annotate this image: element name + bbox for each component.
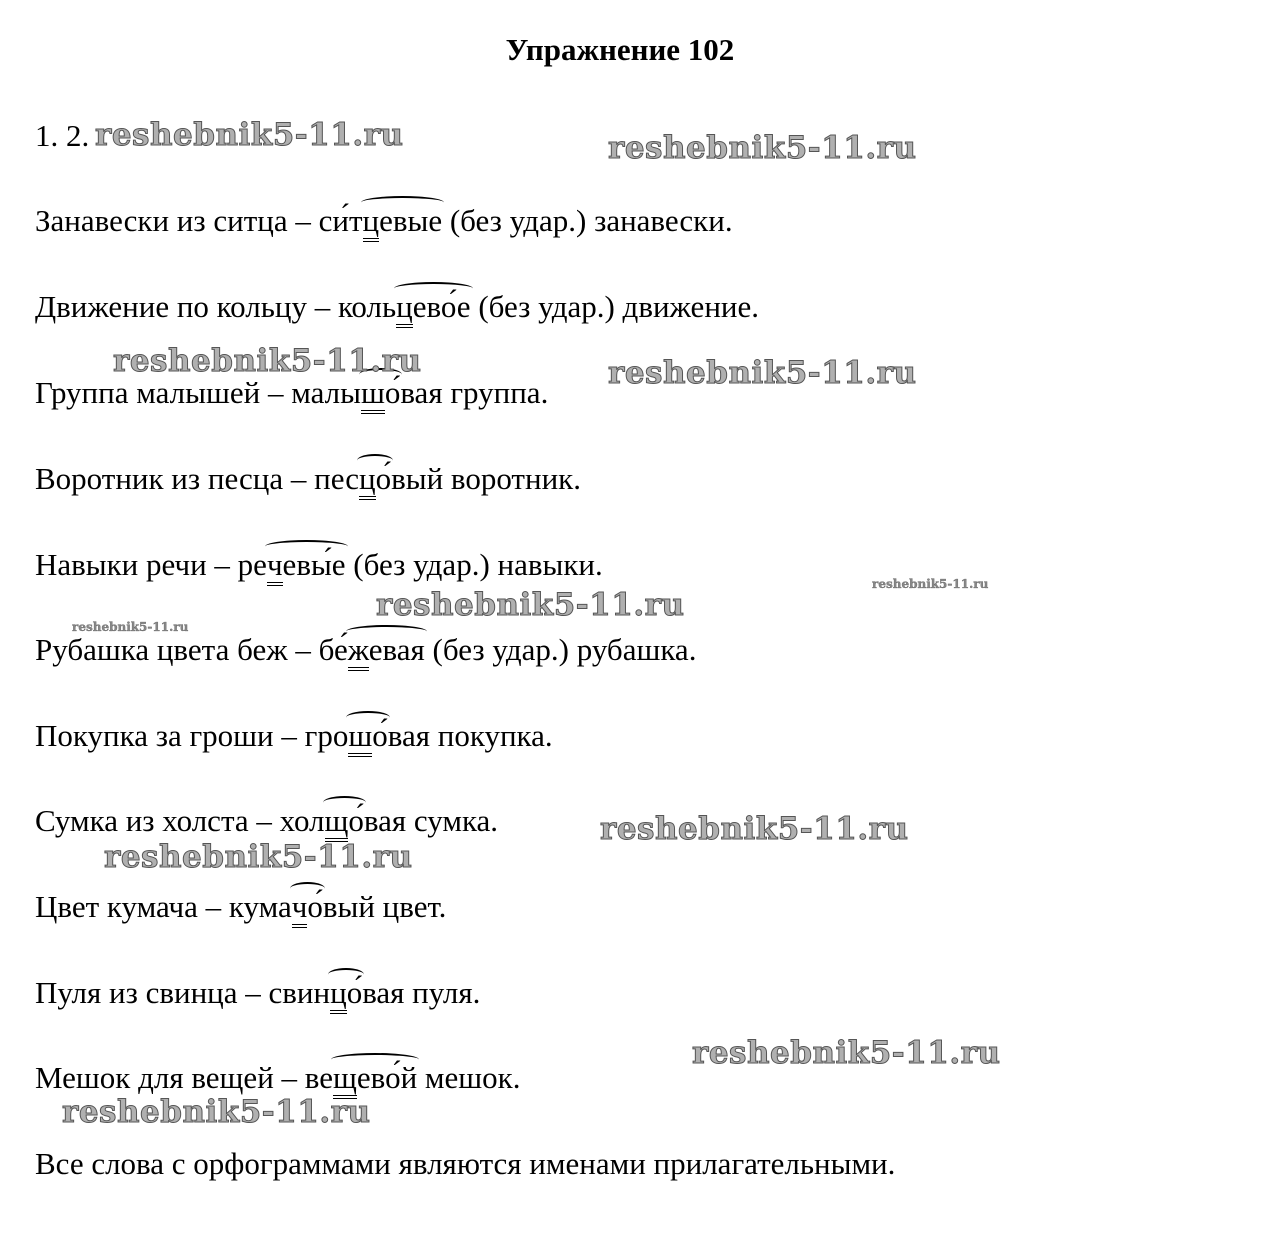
line-text: (без удар.) занавески. bbox=[442, 203, 733, 238]
watermark: reshebnik5-11.ru bbox=[72, 620, 189, 634]
watermark: reshebnik5-11.ru bbox=[872, 577, 989, 591]
answer-line bbox=[35, 547, 603, 583]
orthogram-letter: ц bbox=[396, 289, 413, 328]
line-text: Группа малышей – малы bbox=[35, 375, 361, 410]
orthogram-letter: щ bbox=[325, 803, 349, 842]
orthogram-letter: щ bbox=[333, 1060, 357, 1099]
answer-line bbox=[35, 375, 548, 411]
vowel-letter: е bbox=[368, 632, 383, 667]
ending-mark bbox=[292, 889, 323, 925]
line-text: (без удар.) навыки. bbox=[345, 547, 603, 582]
watermark: reshebnik5-11.ru bbox=[600, 811, 909, 847]
line-text: Воротник из песца – пес bbox=[35, 461, 360, 496]
ending-mark bbox=[348, 632, 425, 668]
line-text: Сумка из холста – хол bbox=[35, 803, 325, 838]
orthogram-letter: ч bbox=[267, 547, 283, 586]
ending-rest: вая bbox=[382, 632, 425, 667]
ending-rest: вы́е bbox=[296, 547, 346, 582]
ending-mark bbox=[330, 975, 362, 1011]
exercise-title: Упражнение 102 bbox=[505, 32, 735, 67]
orthogram-letter: ц bbox=[330, 975, 347, 1014]
vowel-letter: о́ bbox=[372, 718, 388, 753]
line-text: Движение по кольцу – коль bbox=[35, 289, 397, 324]
line-text: вая покупка. bbox=[387, 718, 553, 753]
watermark: reshebnik5-11.ru bbox=[608, 130, 917, 166]
answer-line bbox=[35, 975, 480, 1011]
line-text: вый воротник. bbox=[391, 461, 581, 496]
orthogram-letter: ж bbox=[348, 632, 369, 671]
orthogram-letter: ц bbox=[363, 203, 380, 242]
ending-mark bbox=[267, 547, 346, 583]
intro-numbers: 1. 2. bbox=[35, 118, 90, 153]
answer-line bbox=[35, 632, 696, 668]
answer-line bbox=[35, 203, 733, 239]
orthogram-letter: ц bbox=[359, 461, 376, 500]
vowel-letter: е bbox=[356, 1060, 371, 1095]
answer-line bbox=[35, 461, 581, 497]
line-text: вая сумка. bbox=[363, 803, 499, 838]
line-text: Занавески из ситца – си́т bbox=[35, 203, 363, 238]
answer-line bbox=[35, 718, 553, 754]
vowel-letter: о́ bbox=[348, 803, 364, 838]
ending-mark bbox=[348, 718, 387, 754]
vowel-letter: е bbox=[282, 547, 297, 582]
vowel-letter: о́ bbox=[375, 461, 392, 496]
line-text: мешок. bbox=[417, 1060, 521, 1095]
watermark: reshebnik5-11.ru bbox=[62, 1094, 371, 1130]
watermark: reshebnik5-11.ru bbox=[113, 343, 422, 379]
answer-line bbox=[35, 289, 759, 325]
vowel-letter: е bbox=[412, 289, 427, 324]
answer-line bbox=[35, 889, 446, 925]
vowel-letter: е bbox=[379, 203, 393, 238]
conclusion-text: Все слова с орфограммами являются именами прилагательными. bbox=[35, 1146, 896, 1181]
line-text: Мешок для вещей – ве bbox=[35, 1060, 333, 1095]
orthogram-letter: ч bbox=[292, 889, 308, 928]
answer-line bbox=[35, 1060, 520, 1096]
line-text: Навыки речи – ре bbox=[35, 547, 267, 582]
line-text: Покупка за гроши – гро bbox=[35, 718, 349, 753]
ending-mark bbox=[361, 375, 400, 411]
watermark: reshebnik5-11.ru bbox=[608, 355, 917, 391]
watermark: reshebnik5-11.ru bbox=[95, 117, 404, 153]
vowel-letter: о́ bbox=[346, 975, 363, 1010]
ending-mark bbox=[325, 803, 364, 839]
line-text: Пуля из свинца – свин bbox=[35, 975, 331, 1010]
orthogram-letter: ш bbox=[361, 375, 385, 414]
line-text: (без удар.) движение. bbox=[470, 289, 760, 324]
answer-line bbox=[35, 803, 498, 839]
line-text: вая пуля. bbox=[362, 975, 481, 1010]
watermark: reshebnik5-11.ru bbox=[376, 587, 685, 623]
watermark: reshebnik5-11.ru bbox=[104, 839, 413, 875]
line-text: Рубашка цвета беж – бе́ bbox=[35, 632, 348, 667]
ending-rest: во́е bbox=[426, 289, 471, 324]
line-text: Цвет кумача – кума bbox=[35, 889, 292, 924]
line-text: вый цвет. bbox=[322, 889, 447, 924]
watermark: reshebnik5-11.ru bbox=[692, 1035, 1001, 1071]
vowel-letter: о́ bbox=[384, 375, 401, 410]
line-text: вая группа. bbox=[400, 375, 549, 410]
ending-mark bbox=[359, 461, 391, 497]
ending-mark bbox=[333, 1060, 417, 1096]
ending-rest: во́й bbox=[370, 1060, 418, 1095]
ending-mark bbox=[396, 289, 470, 325]
ending-mark bbox=[363, 203, 443, 239]
ending-rest: вые bbox=[392, 203, 443, 238]
line-text: (без удар.) рубашка. bbox=[424, 632, 697, 667]
orthogram-letter: ш bbox=[348, 718, 372, 757]
vowel-letter: о́ bbox=[307, 889, 323, 924]
